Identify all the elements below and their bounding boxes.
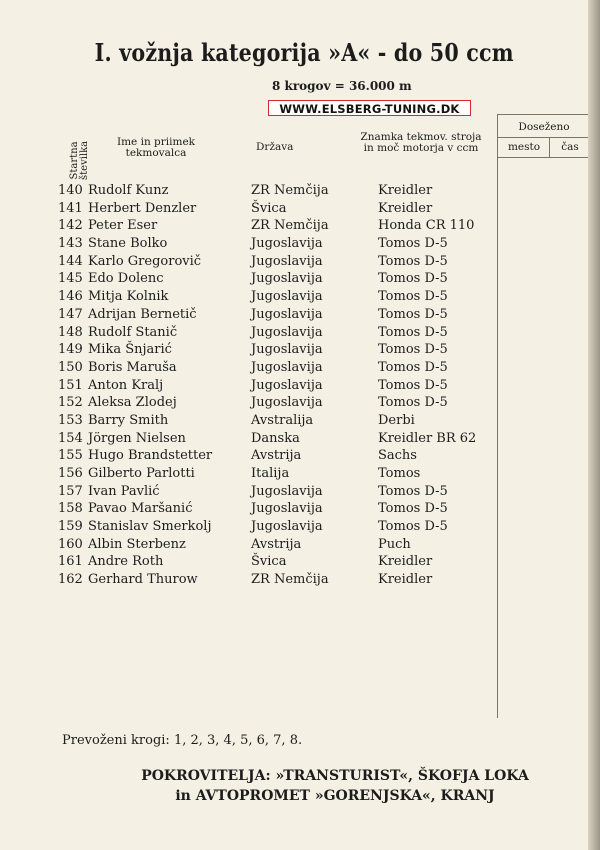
rider-name: Rudolf Kunz — [88, 183, 169, 198]
results-bottom-rule — [497, 157, 588, 158]
start-number: 146 — [58, 289, 83, 305]
laps-distance: 8 krogov = 36.000 m — [272, 79, 412, 93]
rider-name: Pavao Maršanić — [88, 501, 193, 517]
start-number: 156 — [58, 466, 83, 481]
header-name: Ime in priimek tekmovalca — [116, 136, 196, 159]
page-title: I. vožnja kategorija »A« - do 50 ccm — [94, 38, 514, 67]
results-mid-rule — [497, 137, 588, 138]
rider-country: Jugoslavija — [251, 359, 323, 375]
rider-machine: Derbi — [378, 412, 415, 428]
rider-country: Italija — [251, 466, 290, 481]
laps-completed-note: Prevoženi krogi: 1, 2, 3, 4, 5, 6, 7, 8. — [62, 733, 303, 748]
rider-name: Andre Roth — [88, 554, 164, 570]
rider-machine: Kreidler — [378, 572, 433, 588]
rider-name: Gerhard Thurow — [88, 572, 198, 588]
rider-machine: Tomos D-5 — [378, 289, 448, 305]
start-number: 162 — [58, 572, 83, 588]
start-number: 144 — [58, 253, 83, 269]
rider-name: Rudolf Stanič — [88, 324, 178, 340]
start-number: 155 — [58, 448, 83, 464]
start-number: 159 — [58, 519, 83, 535]
rider-name: Mitja Kolnik — [88, 289, 169, 305]
header-achieved: Doseženo — [518, 121, 570, 133]
start-number: 148 — [58, 324, 83, 340]
header-place: mesto — [507, 141, 541, 153]
sponsor-line-1: POKROVITELJA: »TRANSTURIST«, ŠKOFJA LOKA — [141, 768, 529, 784]
rider-machine: Tomos D-5 — [378, 483, 448, 499]
rider-name: Barry Smith — [88, 412, 169, 428]
rider-machine: Tomos — [378, 466, 421, 481]
header-brand: Znamka tekmov. stroja in moč motorja v ccm — [360, 131, 482, 154]
rider-country: ZR Nemčija — [251, 218, 329, 234]
rider-machine: Tomos D-5 — [378, 519, 448, 535]
rider-name: Gilberto Parlotti — [88, 466, 195, 481]
rider-country: Jugoslavija — [251, 271, 323, 287]
rider-country: Danska — [251, 430, 300, 446]
results-divider — [549, 138, 550, 158]
start-number: 161 — [58, 554, 83, 570]
rider-machine: Kreidler — [378, 200, 433, 216]
start-number: 157 — [58, 483, 83, 499]
rider-machine: Tomos D-5 — [378, 359, 448, 375]
rider-name: Aleksa Zlodej — [88, 395, 177, 411]
rider-name: Stane Bolko — [88, 236, 168, 252]
rider-country: Avstrija — [251, 536, 302, 552]
rider-country: Jugoslavija — [251, 501, 323, 517]
rider-machine: Kreidler — [378, 554, 433, 570]
rider-country: Jugoslavija — [251, 306, 323, 322]
sponsor-block — [0, 766, 600, 806]
rider-country: Jugoslavija — [251, 395, 323, 411]
start-number: 152 — [58, 395, 83, 411]
rider-machine: Honda CR 110 — [378, 218, 475, 234]
rider-country: Jugoslavija — [251, 519, 323, 535]
book-spine-edge — [588, 0, 600, 850]
start-number: 145 — [58, 271, 83, 287]
start-number: 154 — [58, 430, 83, 446]
rider-machine: Tomos D-5 — [378, 395, 448, 411]
rider-machine: Tomos D-5 — [378, 253, 448, 269]
rider-machine: Kreidler BR 62 — [378, 430, 477, 446]
start-number: 140 — [58, 183, 83, 198]
rider-name: Edo Dolenc — [88, 271, 164, 287]
rider-name: Jörgen Nielsen — [88, 430, 186, 446]
rider-name: Hugo Brandstetter — [88, 448, 213, 464]
header-start-number-label: Startna številka — [69, 140, 90, 180]
rider-machine: Tomos D-5 — [378, 306, 448, 322]
header-time: čas — [561, 141, 579, 153]
rider-name: Adrijan Bernetič — [88, 306, 197, 322]
rider-country: Jugoslavija — [251, 483, 323, 499]
start-number: 160 — [58, 536, 83, 552]
rider-machine: Sachs — [378, 448, 417, 464]
start-number: 147 — [58, 306, 83, 322]
rider-name: Peter Eser — [88, 218, 158, 234]
rider-country: Švica — [251, 554, 287, 570]
rider-machine: Kreidler — [378, 183, 433, 198]
rider-machine: Tomos D-5 — [378, 501, 448, 517]
start-number: 143 — [58, 236, 83, 252]
rider-name: Anton Kralj — [88, 377, 164, 393]
start-number: 142 — [58, 218, 83, 234]
rider-machine: Puch — [378, 536, 411, 552]
start-number: 151 — [58, 377, 83, 393]
rider-country: Jugoslavija — [251, 236, 323, 252]
results-column-border — [497, 114, 498, 718]
rider-machine: Tomos D-5 — [378, 271, 448, 287]
rider-country: Švica — [251, 200, 287, 216]
header-start-number — [56, 130, 88, 178]
rider-country: ZR Nemčija — [251, 183, 329, 198]
start-number: 158 — [58, 501, 83, 517]
start-number: 150 — [58, 359, 83, 375]
rider-country: Jugoslavija — [251, 324, 323, 340]
start-number: 141 — [58, 200, 83, 216]
rider-machine: Tomos D-5 — [378, 324, 448, 340]
rider-country: Jugoslavija — [251, 377, 323, 393]
rider-name: Karlo Gregorovič — [88, 253, 202, 269]
rider-name: Mika Šnjarić — [88, 342, 172, 358]
rider-country: Jugoslavija — [251, 289, 323, 305]
rider-country: Jugoslavija — [251, 342, 323, 358]
header-country: Država — [256, 141, 294, 153]
rider-machine: Tomos D-5 — [378, 342, 448, 358]
rider-name: Stanislav Smerkolj — [88, 519, 212, 535]
sponsor-line-2: in AVTOPROMET »GORENJSKA«, KRANJ — [175, 788, 495, 804]
rider-name: Ivan Pavlić — [88, 483, 160, 499]
rider-machine: Tomos D-5 — [378, 236, 448, 252]
start-number: 149 — [58, 342, 83, 358]
rider-country: Avstralija — [251, 412, 314, 428]
rider-machine: Tomos D-5 — [378, 377, 448, 393]
rider-country: ZR Nemčija — [251, 572, 329, 588]
rider-name: Albin Sterbenz — [88, 536, 186, 552]
results-top-rule — [497, 114, 588, 115]
rider-country: Avstrija — [251, 448, 302, 464]
rider-name: Herbert Denzler — [88, 200, 197, 216]
start-number: 153 — [58, 412, 83, 428]
rider-country: Jugoslavija — [251, 253, 323, 269]
watermark-banner: WWW.ELSBERG-TUNING.DK — [268, 100, 471, 116]
rider-name: Boris Maruša — [88, 359, 177, 375]
